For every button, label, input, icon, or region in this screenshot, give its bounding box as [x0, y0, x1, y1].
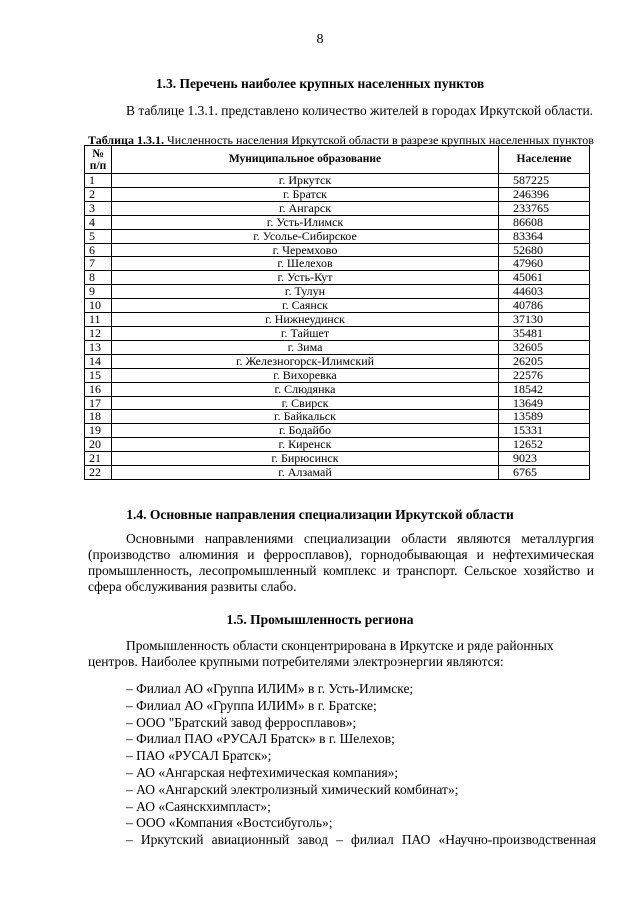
header-num-line1: № [92, 147, 104, 160]
row-num: 15 [85, 368, 112, 382]
row-population: 18542 [499, 382, 590, 396]
table-row [85, 285, 590, 299]
row-name: г. Тулун [112, 285, 499, 299]
table-caption-text: Численность населения Иркутской области в разрезе крупных населенных пунктов [163, 133, 594, 147]
row-name: г. Саянск [112, 299, 499, 313]
row-population: 52680 [499, 243, 590, 257]
row-name: г. Тайшет [112, 326, 499, 340]
list-item-word: завод [297, 832, 329, 848]
row-num: 19 [85, 424, 112, 438]
row-num: 13 [85, 340, 112, 354]
table-row [85, 243, 590, 257]
row-population: 9023 [499, 452, 590, 466]
row-num: 17 [85, 396, 112, 410]
table-row [85, 466, 590, 480]
list-item: – Филиал АО «Группа ИЛИМ» в г. Братске; [126, 697, 377, 713]
row-num: 9 [85, 285, 112, 299]
table-row [85, 424, 590, 438]
table-row [85, 354, 590, 368]
row-num: 12 [85, 326, 112, 340]
table-row [85, 368, 590, 382]
list-item-word: филиал [350, 832, 394, 848]
page-number: 8 [316, 32, 324, 47]
row-population: 12652 [499, 438, 590, 452]
section-1-3-title: 1.3. Перечень наиболее крупных населенных пунктов [155, 76, 485, 91]
list-item [126, 832, 596, 849]
section-1-3-intro: В таблице 1.3.1. представлено количество жителей в городах Иркутской области. [126, 103, 594, 118]
section-1-4-title: 1.4. Основные направления специализации Иркутской области [126, 507, 514, 522]
table-row [85, 326, 590, 340]
row-name: г. Братск [112, 187, 499, 201]
row-name: г. Свирск [112, 396, 499, 410]
table-row [85, 271, 590, 285]
table-row [85, 187, 590, 201]
row-name: г. Усолье-Сибирское [112, 229, 499, 243]
row-population: 13649 [499, 396, 590, 410]
row-population: 35481 [499, 326, 590, 340]
row-population: 246396 [499, 187, 590, 201]
row-num: 18 [85, 410, 112, 424]
list-item-word: – [336, 832, 343, 848]
row-num: 22 [85, 466, 112, 480]
row-num: 3 [85, 201, 112, 215]
row-num: 21 [85, 452, 112, 466]
table-row [85, 313, 590, 327]
list-item-word: «Научно-производственная [438, 832, 596, 848]
row-num: 10 [85, 299, 112, 313]
row-num: 16 [85, 382, 112, 396]
table-row [85, 201, 590, 215]
row-name: г. Ангарск [112, 201, 499, 215]
row-num: 20 [85, 438, 112, 452]
row-name: г. Алзамай [112, 466, 499, 480]
list-item-word: ПАО [401, 832, 431, 848]
section-1-4-text: Основными направлениями специализации области являются металлургия (производство алюминия и ферросплавов), горнодобывающая и нефтехимическая промышленность, лесопромышленный комплекс и транспорт. Сельское хозяйство и сфера обслуживания развиты слабо. [88, 531, 594, 594]
list-item: – АО «Ангарский электролизный химический комбинат»; [126, 781, 459, 797]
table-row [85, 215, 590, 229]
row-population: 47960 [499, 257, 590, 271]
row-population: 32605 [499, 340, 590, 354]
list-item: – АО «Саянскхимпласт»; [126, 798, 271, 814]
header-population: Население [499, 146, 590, 174]
row-name: г. Нижнеудинск [112, 313, 499, 327]
section-1-5-text: Промышленность области сконцентрирована в Иркутске и ряде районных центров. Наиболее крупными потребителями электроэнергии являются: [88, 638, 554, 669]
list-item: – ООО "Братский завод ферросплавов»; [126, 714, 357, 730]
list-item: – ПАО «РУСАЛ Братск»; [126, 748, 272, 764]
row-population: 44603 [499, 285, 590, 299]
list-item: – ООО «Компания «Востсибуголь»; [126, 815, 333, 831]
row-population: 15331 [499, 424, 590, 438]
list-item-word: – [126, 832, 133, 848]
row-name: г. Железногорск-Илимский [112, 354, 499, 368]
list-item-word: Иркутский [140, 832, 204, 848]
row-population: 26205 [499, 354, 590, 368]
row-name: г. Усть-Кут [112, 271, 499, 285]
row-population: 587225 [499, 174, 590, 188]
row-num: 8 [85, 271, 112, 285]
row-num: 4 [85, 215, 112, 229]
list-item: – Филиал ПАО «РУСАЛ Братск» в г. Шелехов; [126, 731, 395, 747]
row-name: г. Киренск [112, 438, 499, 452]
row-population: 233765 [499, 201, 590, 215]
row-population: 83364 [499, 229, 590, 243]
header-name: Муниципальное образование [112, 146, 499, 174]
list-item: – АО «Ангарская нефтехимическая компания»; [126, 764, 399, 780]
row-num: 7 [85, 257, 112, 271]
row-name: г. Байкальск [112, 410, 499, 424]
table-row [85, 340, 590, 354]
row-num: 2 [85, 187, 112, 201]
row-population: 40786 [499, 299, 590, 313]
row-name: г. Шелехов [112, 257, 499, 271]
row-name: г. Бодайбо [112, 424, 499, 438]
table-row [85, 174, 590, 188]
section-1-5-title: 1.5. Промышленность региона [226, 612, 414, 627]
consumer-list [126, 681, 596, 849]
row-name: г. Слюдянка [112, 382, 499, 396]
list-item: – Филиал АО «Группа ИЛИМ» в г. Усть-Илимске; [126, 681, 414, 696]
table-row [85, 382, 590, 396]
row-population: 37130 [499, 313, 590, 327]
row-name: г. Черемхово [112, 243, 499, 257]
table-header-row [85, 146, 590, 174]
row-population: 45061 [499, 271, 590, 285]
table-row [85, 299, 590, 313]
table-row [85, 229, 590, 243]
table-row [85, 396, 590, 410]
table-row [85, 410, 590, 424]
row-num: 1 [85, 174, 112, 188]
header-num [85, 146, 112, 174]
row-population: 22576 [499, 368, 590, 382]
list-item-word: авиационный [211, 832, 290, 848]
row-num: 6 [85, 243, 112, 257]
row-name: г. Усть-Илимск [112, 215, 499, 229]
row-num: 14 [85, 354, 112, 368]
table-body [85, 174, 590, 480]
row-population: 13589 [499, 410, 590, 424]
table-row [85, 257, 590, 271]
table-row [85, 438, 590, 452]
row-num: 5 [85, 229, 112, 243]
row-num: 11 [85, 313, 112, 327]
row-name: г. Иркутск [112, 174, 499, 188]
row-population: 86608 [499, 215, 590, 229]
header-num-line2: п/п [89, 159, 107, 172]
row-population: 6765 [499, 466, 590, 480]
row-name: г. Вихоревка [112, 368, 499, 382]
table-caption-label: Таблица 1.3.1. [88, 133, 164, 147]
population-table [84, 145, 590, 480]
row-name: г. Зима [112, 340, 499, 354]
row-name: г. Бирюсинск [112, 452, 499, 466]
table-row [85, 452, 590, 466]
